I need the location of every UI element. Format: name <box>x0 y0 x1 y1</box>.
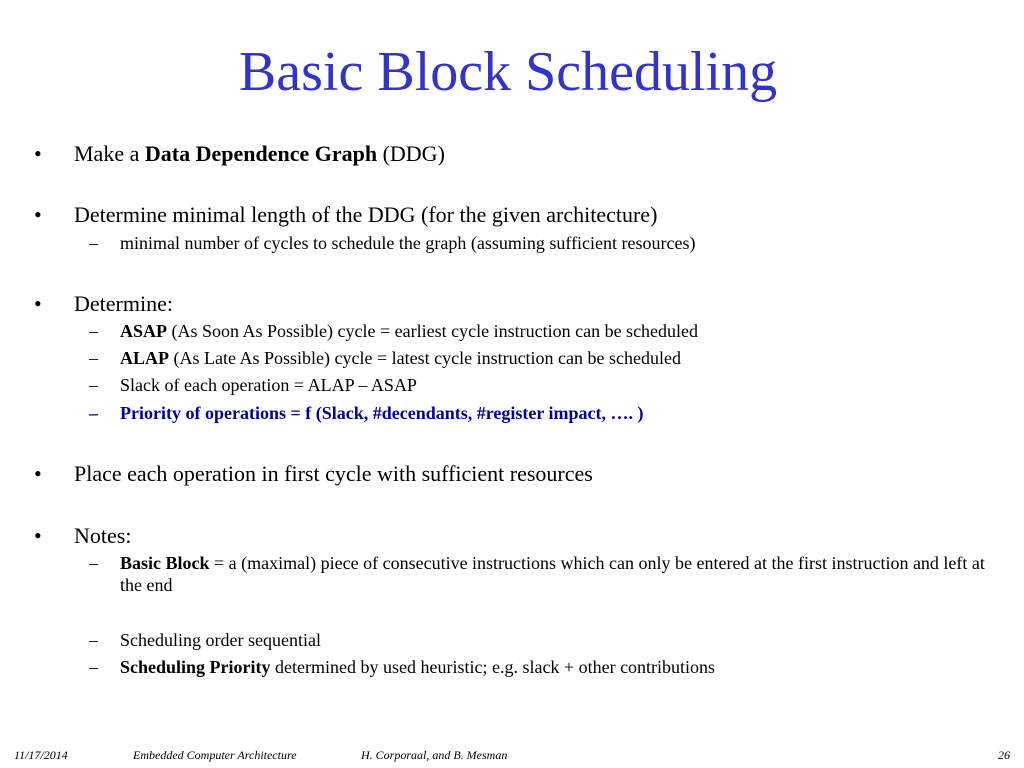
sub-bullet-rest: (As Soon As Possible) cycle = earliest cycle instruction can be scheduled <box>167 321 699 341</box>
sub-bullet-mark: – <box>89 348 98 368</box>
sub-bullet-bold: Scheduling Priority <box>120 657 271 677</box>
bullet-mark: • <box>34 461 42 486</box>
sub-bullet-mark: – <box>89 233 98 253</box>
bullet-text: Notes: <box>74 523 132 548</box>
slide-title: Basic Block Scheduling <box>238 41 778 103</box>
sub-bullet-text: Scheduling order sequential <box>120 630 321 650</box>
sub-bullet-bold: ASAP <box>120 321 168 341</box>
bullet-text-pre: Make a <box>74 141 145 166</box>
sub-bullet-text: Priority of operations = f (Slack, #decendants, #register impact, …. ) <box>120 403 644 423</box>
sub-bullet-mark: – <box>89 403 98 423</box>
sub-bullet-bold: ALAP <box>120 348 169 368</box>
sub-bullet-mark: – <box>89 375 98 395</box>
footer-course: Embedded Computer Architecture <box>133 748 297 762</box>
sub-bullet-text: minimal number of cycles to schedule the graph (assuming sufficient resources) <box>120 233 696 253</box>
bullet-mark: • <box>34 523 42 548</box>
bullet-text-bold: Data Dependence Graph <box>144 141 378 166</box>
sub-bullet-text <box>120 552 990 596</box>
bullet-mark: • <box>34 291 42 316</box>
bullet-text: Determine minimal length of the DDG (for the given architecture) <box>74 202 658 227</box>
sub-bullet-mark: – <box>89 553 98 573</box>
sub-bullet-bold: Basic Block <box>120 553 210 573</box>
sub-bullet-mark: – <box>89 657 98 677</box>
sub-bullet-rest: determined by used heuristic; e.g. slack + other contributions <box>270 657 716 677</box>
sub-bullet-rest: = a (maximal) piece of consecutive instructions which can only be entered at the first instruction and left at the end <box>120 553 985 595</box>
bullet-mark: • <box>34 141 42 166</box>
sub-bullet-mark: – <box>89 321 98 341</box>
bullet-text: Place each operation in first cycle with sufficient resources <box>74 461 593 486</box>
sub-bullet-text: Slack of each operation = ALAP – ASAP <box>120 375 417 395</box>
sub-bullet-text <box>120 320 698 342</box>
sub-bullet-mark: – <box>89 630 98 650</box>
sub-bullet-text <box>120 656 715 678</box>
footer-page-number: 26 <box>998 748 1010 762</box>
bullet-mark: • <box>34 202 42 227</box>
sub-bullet-rest: (As Late As Possible) cycle = latest cycle instruction can be scheduled <box>169 348 681 368</box>
footer-date: 11/17/2014 <box>14 748 68 762</box>
sub-bullet-text <box>120 347 681 369</box>
bullet-text-post: (DDG) <box>377 141 445 166</box>
bullet-text <box>74 141 445 167</box>
footer-authors: H. Corporaal, and B. Mesman <box>361 748 508 762</box>
bullet-text: Determine: <box>74 291 173 316</box>
